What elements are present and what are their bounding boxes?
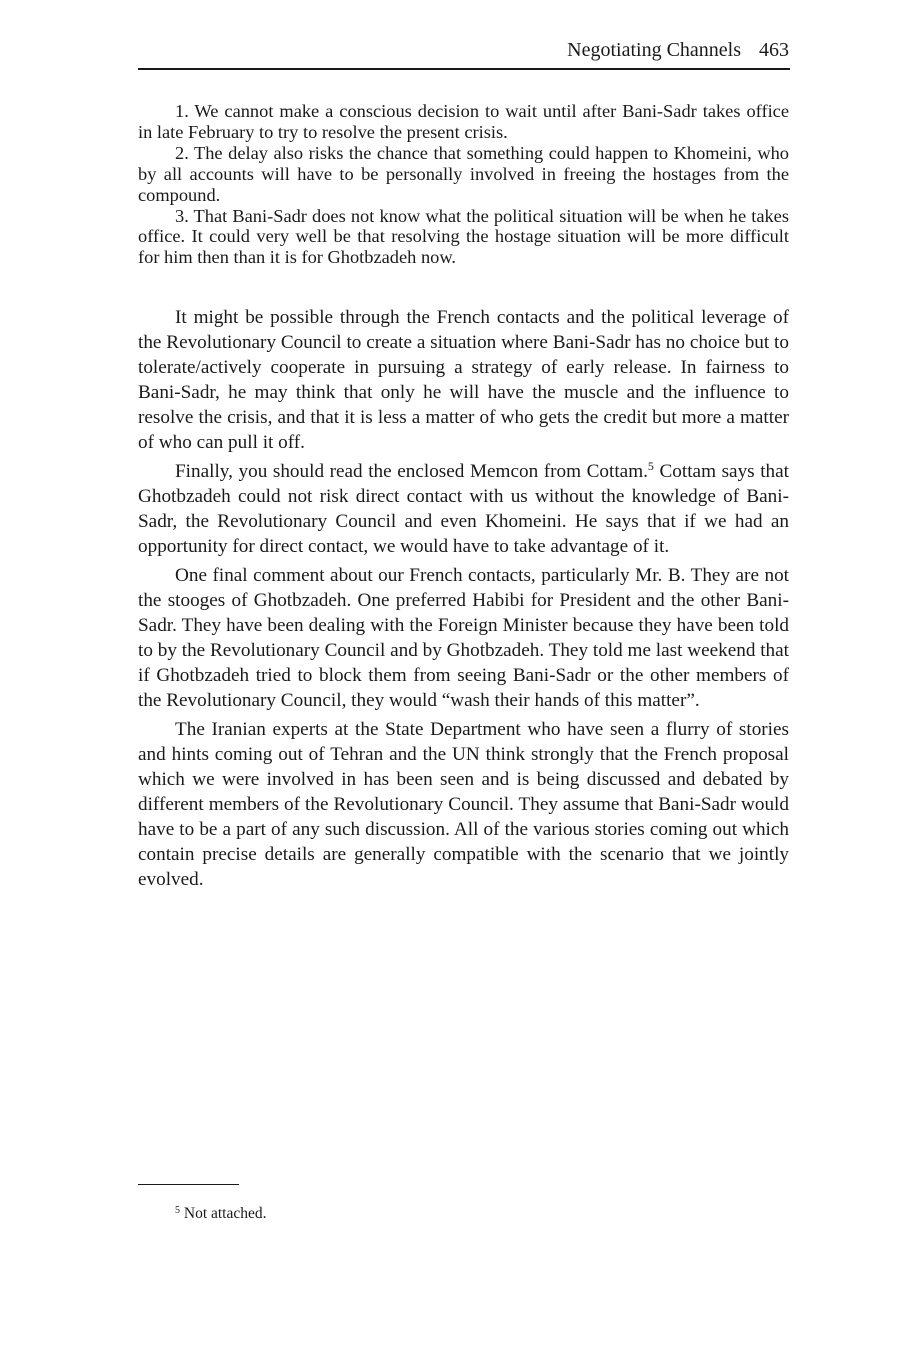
footnote (175, 1204, 267, 1224)
paragraph: One final comment about our French contacts, particularly Mr. B. They are not the stooges of Ghotbzadeh. One preferred Habibi for President and the other Bani-Sadr. They have been dealing with the Foreign Minister because they have been told to by the Revolutionary Council and by Ghotbzadeh. They told me last weekend that if Ghotbzadeh tried to block them from seeing Bani-Sadr or the other members of the Revolutionary Council, they would “wash their hands of this matter”. (138, 565, 789, 711)
footnote-reference: 5 (647, 459, 654, 473)
quoted-point: 1. We cannot make a conscious decision to wait until after Bani-Sadr takes office in late February to try to resolve the present crisis. (138, 101, 789, 142)
header-rule (138, 68, 790, 70)
paragraph-text: Finally, you should read the enclosed Memcon from Cottam. (175, 461, 648, 482)
footnote-rule (138, 1184, 239, 1185)
quoted-points-list (138, 101, 789, 268)
paragraph-text: Cottam says that Ghotbzadeh could not risk direct contact with us without the knowledge of Bani-Sadr, the Revolutionary Council and even Khomeini. He says that if we had an opportunity for direct contact, we would have to take advantage of it. (138, 461, 789, 557)
running-title: Negotiating Channels (567, 39, 741, 61)
footnote-number: 5 (175, 1205, 180, 1216)
paragraph: The Iranian experts at the State Department who have seen a flurry of stories and hints coming out of Tehran and the UN think strongly that the French proposal which we were involved in has been seen and is being discussed and debated by different members of the Revolutionary Council. They assume that Bani-Sadr would have to be a part of any such discussion. All of the various stories coming out which contain precise details are generally compatible with the scenario that we jointly evolved. (138, 719, 789, 890)
paragraph: It might be possible through the French contacts and the political leverage of the Revolutionary Council to create a situation where Bani-Sadr has no choice but to tolerate/actively cooperate in pursuing a strategy of early release. In fairness to Bani-Sadr, he may think that only he will have the muscle and the influence to resolve the crisis, and that it is less a matter of who gets the credit but more a matter of who can pull it off. (138, 307, 789, 453)
quoted-point: 3. That Bani-Sadr does not know what the political situation will be when he takes office. It could very well be that resolving the hostage situation will be more difficult for him then than it is for Ghotbzadeh now. (138, 205, 789, 268)
quoted-point: 2. The delay also risks the chance that something could happen to Khomeini, who by all accounts will have to be personally involved in freeing the hostages from the compound. (138, 142, 789, 205)
running-head (138, 36, 789, 64)
footnote-text: Not attached. (183, 1205, 267, 1222)
body-text (138, 305, 789, 896)
page-number: 463 (759, 39, 789, 61)
paragraph-with-note (138, 459, 789, 559)
